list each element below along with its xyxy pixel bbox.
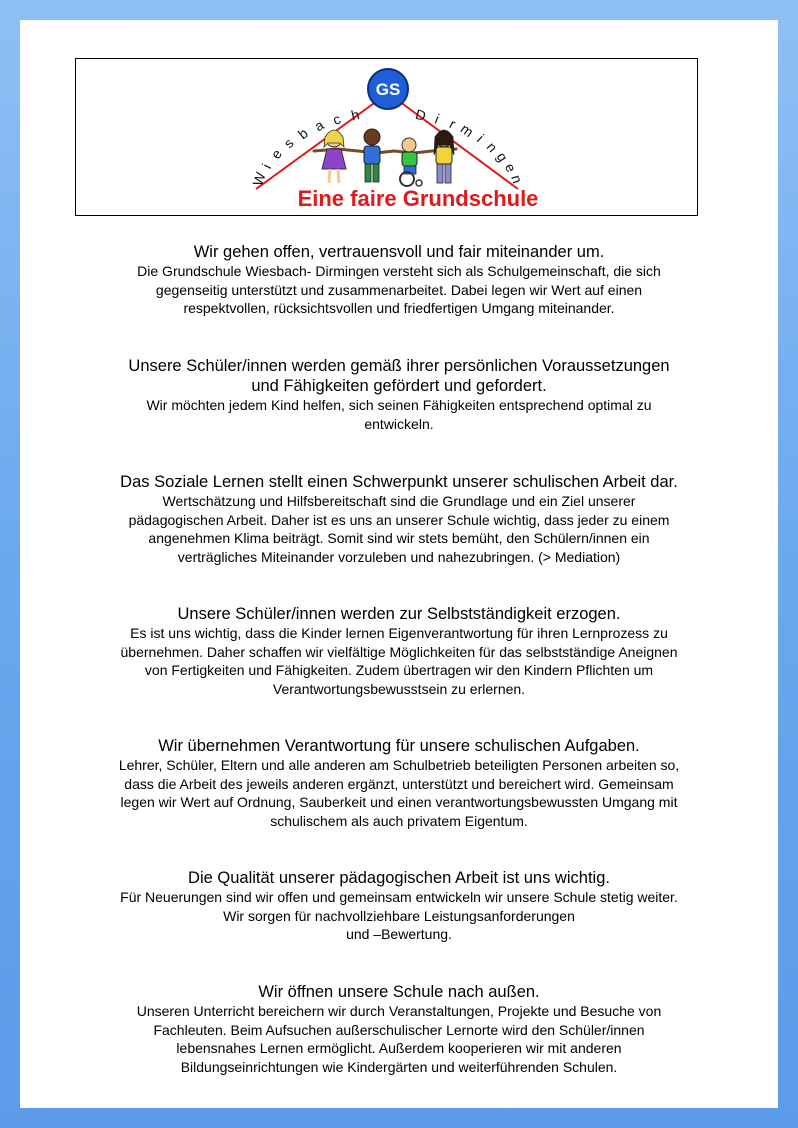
arc-letter: i <box>258 161 275 172</box>
arc-letter: g <box>493 149 512 165</box>
statement-heading: Wir öffnen unsere Schule nach außen. <box>258 983 540 1001</box>
arc-letter: m <box>457 120 477 141</box>
arc-letter: i <box>473 131 488 145</box>
statement-section <box>78 868 720 944</box>
statement-heading: Unsere Schüler/innen werden zur Selbstständigkeit erzogen. <box>177 605 621 623</box>
statement-body-line: Es ist uns wichtig, dass die Kinder lernen Eigenverantwortung für ihren Lernprozess zu <box>130 625 668 641</box>
statement-body-line: Die Grundschule Wiesbach- Dirmingen versteht sich als Schulgemeinschaft, die sich <box>137 263 661 279</box>
statement-heading: und Fähigkeiten gefördert und gefordert. <box>251 377 547 395</box>
arc-letter: W <box>249 170 269 188</box>
statement-section <box>78 472 720 566</box>
statement-heading: Unsere Schüler/innen werden gemäß ihrer persönlichen Voraussetzungen <box>128 357 670 375</box>
statement-section <box>78 982 720 1076</box>
statement-heading: Die Qualität unserer pädagogischen Arbeit ist uns wichtig. <box>188 869 610 887</box>
statement-body-line: respektvollen, rücksichtsvollen und friedfertigen Umgang miteinander. <box>183 300 615 316</box>
school-logo <box>75 58 698 216</box>
statement-body-line: lebensnahes Lernen ermöglicht. Außerdem kooperieren wir mit anderen <box>176 1040 622 1056</box>
arc-letter: a <box>311 116 327 135</box>
statement-body-line: pädagogischen Arbeit. Daher ist es uns an unserer Schule wichtig, dass jeder zu einem <box>128 511 670 528</box>
statement-body-line: von Fertigkeiten und Fähigkeiten. Zudem übertragen wir den Kindern Pflichten um <box>144 662 654 678</box>
statement-body-line: gegenseitig unterstützt und zusammenarbeitet. Dabei legen wir Wert auf einen <box>155 281 643 298</box>
statement-body-line: und –Bewertung. <box>346 926 452 942</box>
arc-letter: n <box>483 138 501 156</box>
statement-body-line: Bildungseinrichtungen wie Kindergärten und weiterführenden Schulen. <box>180 1058 618 1075</box>
statement-section <box>78 242 720 318</box>
children-figures-icon <box>314 129 456 186</box>
arc-letter: e <box>501 160 520 175</box>
arc-letter: i <box>432 110 442 127</box>
statement-body-line: legen wir Wert auf Ordnung, Sauberkeit und einen verantwortungsbewussten Umgang mit <box>120 794 678 810</box>
arc-letter: D <box>413 105 428 124</box>
statement-body-line: entwickeln. <box>364 415 434 432</box>
slogan-text: Eine faire Grundschule <box>297 186 539 211</box>
statement-heading: Das Soziale Lernen stellt einen Schwerpunkt unserer schulischen Arbeit dar. <box>120 473 678 491</box>
statement-body-line: Für Neuerungen sind wir offen und gemeinsam entwickeln wir unsere Schule stetig weiter. <box>120 889 678 905</box>
statement-body-line: Fachleuten. Beim Aufsuchen außerschulischer Lernorte wird den Schüler/innen <box>153 1021 645 1038</box>
arc-letter: e <box>267 146 286 162</box>
logo-graphic <box>76 59 699 217</box>
statement-body-line: Wertschätzung und Hilfsbereitschaft sind die Grundlage und ein Ziel unserer <box>162 493 636 509</box>
statement-body-line: Verantwortungsbewusstsein zu erlernen. <box>272 680 526 697</box>
statement-body-line: verträgliches Miteinander vorzuleben und nahezubringen. (> Mediation) <box>177 548 621 565</box>
statement-body-line: angenehmen Klima beiträgt. Somit sind wir stets bemüht, den Schülern/innen ein <box>148 530 650 546</box>
statement-section <box>78 356 720 433</box>
statement-heading: Wir gehen offen, vertrauensvoll und fair miteinander um. <box>193 243 605 261</box>
statement-body-line: dass die Arbeit des jeweils anderen ergänzt, unterstützt und bereichert wird. Gemeinsam <box>124 775 674 792</box>
statement-body-line: Wir möchten jedem Kind helfen, sich seinen Fähigkeiten entsprechend optimal zu <box>146 397 652 413</box>
arc-letters <box>249 106 525 188</box>
arc-letter: h <box>349 106 361 124</box>
gs-badge-text: GS <box>375 80 401 99</box>
statement-body-line: Unseren Unterricht bereichern wir durch Veranstaltungen, Projekte und Besuche von <box>136 1003 662 1019</box>
statement-section <box>78 736 720 830</box>
statement-heading: Wir übernehmen Verantwortung für unsere schulischen Aufgaben. <box>158 737 640 755</box>
arc-letter: n <box>508 172 526 186</box>
document-page <box>20 20 778 1108</box>
statement-body-line: Lehrer, Schüler, Eltern und alle anderen am Schulbetrieb beteiligten Personen arbeiten so, <box>118 757 680 773</box>
arc-letter: r <box>446 115 459 132</box>
statement-body-line: schulischem als auch privatem Eigentum. <box>270 812 528 829</box>
arc-letter: s <box>280 134 297 152</box>
statement-body-line: Wir sorgen für nachvollziehbare Leistungsanforderungen <box>223 907 575 924</box>
arc-letter: b <box>294 124 311 143</box>
statement-section <box>78 604 720 698</box>
arc-letter: c <box>330 110 343 129</box>
statement-body-line: übernehmen. Daher schaffen wir vielfältige Möglichkeiten für das selbstständige Aneignen <box>120 643 678 660</box>
